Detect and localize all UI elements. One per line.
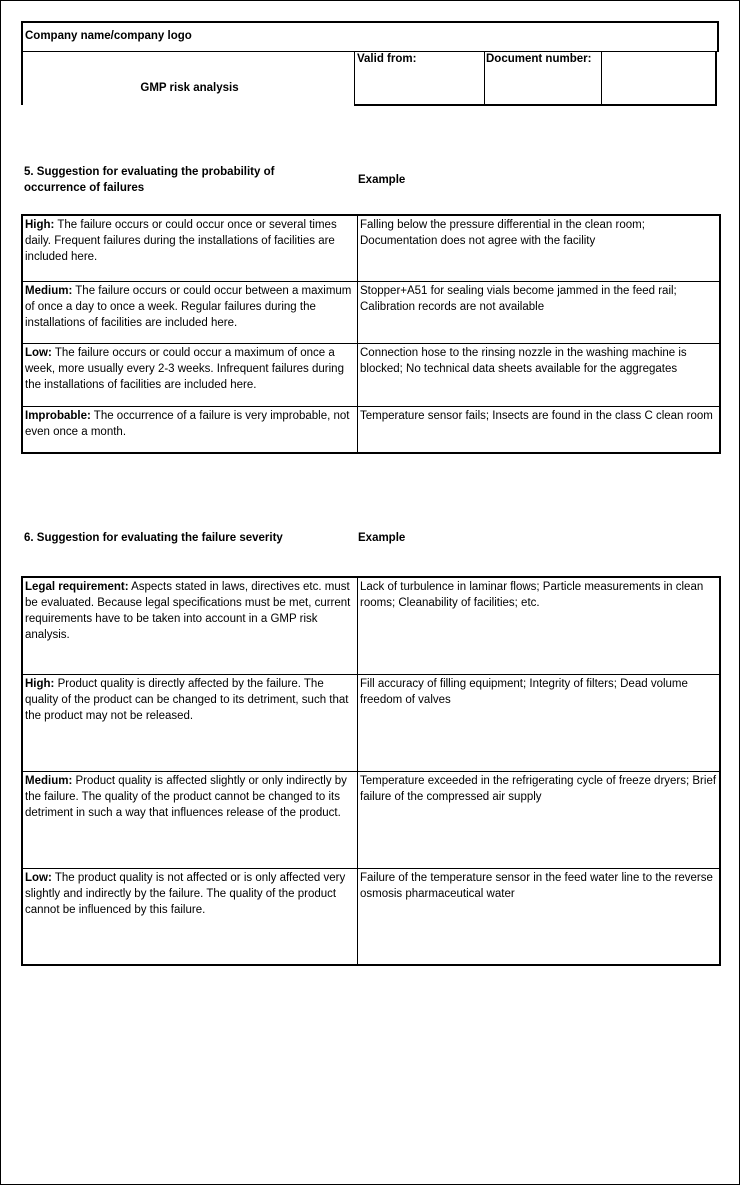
table-row: [22, 343, 720, 406]
row-text: Product quality is directly affected by the failure. The quality of the product can be changed to its detriment, such that the product may not be released.: [25, 677, 349, 722]
company-name: Company name/company logo: [25, 30, 192, 42]
severity-example: Fill accuracy of filling equipment; Integrity of filters; Dead volume freedom of valves: [358, 674, 721, 771]
document-title: GMP risk analysis: [140, 82, 239, 94]
document-header: [21, 21, 717, 105]
probability-table: [21, 214, 721, 454]
severity-example: Lack of turbulence in laminar flows; Particle measurements in clean rooms; Cleanability of facilities; etc.: [358, 577, 721, 674]
probability-description: [22, 343, 358, 406]
valid-from-label: Valid from:: [357, 53, 417, 65]
severity-description: [22, 868, 358, 965]
probability-example: Connection hose to the rinsing nozzle in the washing machine is blocked; No technical data sheets available for the aggregates: [358, 343, 721, 406]
severity-description: [22, 674, 358, 771]
row-text: The failure occurs or could occur once or several times daily. Frequent failures during the installations of facilities are included here.: [25, 219, 337, 263]
row-text: The occurrence of a failure is very improbable, not even once a month.: [25, 409, 350, 438]
probability-example: Falling below the pressure differential in the clean room; Documentation does not agree with the facility: [358, 215, 721, 281]
probability-description: [22, 406, 358, 453]
valid-from-cell: [354, 51, 485, 106]
probability-example: Temperature sensor fails; Insects are found in the class C clean room: [358, 406, 721, 453]
row-term: Medium:: [25, 284, 73, 297]
table-row: [22, 674, 720, 771]
table-row: [22, 281, 720, 343]
probability-description: [22, 281, 358, 343]
section6-example-label: Example: [358, 532, 406, 544]
section5-heading: 5. Suggestion for evaluating the probability of occurrence of failures: [24, 166, 275, 194]
table-row: [22, 771, 720, 868]
document-number-cell: [484, 51, 602, 106]
row-term: High:: [25, 219, 55, 231]
row-term: Low:: [25, 871, 52, 884]
company-row: [21, 21, 719, 52]
table-row: [22, 868, 720, 965]
row-text: Aspects stated in laws, directives etc. must be evaluated. Because legal specifications must be met, current requirements have to be taken into account in a GMP risk analysis.: [25, 581, 351, 641]
probability-description: [22, 215, 358, 281]
severity-example: Temperature exceeded in the refrigerating cycle of freeze dryers; Brief failure of the compressed air supply: [358, 771, 721, 868]
severity-table: [21, 576, 721, 966]
document-number-label: Document number:: [486, 53, 592, 65]
probability-example: Stopper+A51 for sealing vials become jammed in the feed rail; Calibration records are not available: [358, 281, 721, 343]
section6-heading: 6. Suggestion for evaluating the failure severity: [24, 532, 283, 544]
row-text: The failure occurs or could occur a maximum of once a week, more usually every 2-3 weeks. Infrequent failures during the installations of facilities are included here.: [25, 346, 344, 391]
document-number-value-cell: [602, 51, 717, 106]
row-text: Product quality is affected slightly or only indirectly by the failure. The quality of the product cannot be changed to its detriment in such a way that influences release of the product.: [25, 774, 347, 819]
severity-description: [22, 771, 358, 868]
row-term: Improbable:: [25, 409, 91, 422]
severity-example: Failure of the temperature sensor in the feed water line to the reverse osmosis pharmaceutical water: [358, 868, 721, 965]
row-term: Legal requirement:: [25, 581, 129, 593]
row-term: High:: [25, 677, 55, 690]
row-term: Medium:: [25, 774, 73, 787]
table-row: [22, 406, 720, 453]
table-row: [22, 215, 720, 281]
table-row: [22, 577, 720, 674]
row-text: The product quality is not affected or is only affected very slightly and indirectly by the failure. The quality of the product cannot be influenced by this failure.: [25, 871, 346, 916]
severity-description: [22, 577, 358, 674]
title-cell: [21, 51, 356, 105]
section5-example-label: Example: [358, 174, 406, 186]
row-term: Low:: [25, 346, 52, 359]
row-text: The failure occurs or could occur between a maximum of once a day to once a week. Regular failures during the installations of facilities are included here.: [25, 284, 352, 329]
